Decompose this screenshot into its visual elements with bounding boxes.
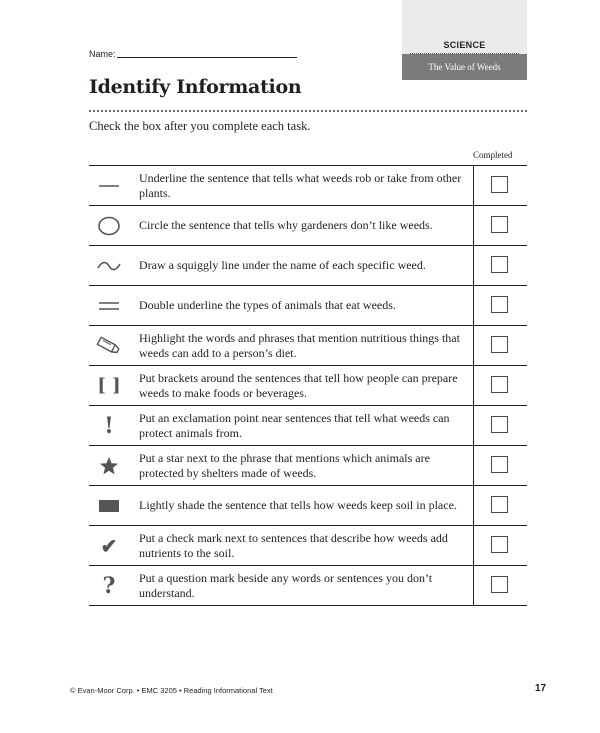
highlighter-icon [89,326,129,365]
task-checkbox[interactable] [491,416,508,433]
task-row [89,246,527,286]
task-row [89,486,527,526]
task-text: Put brackets around the sentences that tell how people can prepare weeds to make foods or beverages. [139,370,458,400]
task-row [89,566,527,606]
task-row [89,406,527,446]
task-checkbox[interactable] [491,576,508,593]
title-divider [89,110,527,112]
task-checkbox[interactable] [491,456,508,473]
task-checkbox[interactable] [491,496,508,513]
task-checkbox[interactable] [491,176,508,193]
page-title: Identify Information [89,76,302,98]
task-text: Put an exclamation point near sentences that tell what weeds can protect animals from. [139,410,450,440]
task-text: Highlight the words and phrases that mention nutritious things that weeds can add to a person’s diet. [139,330,460,360]
shade-box-icon [89,486,129,525]
circle-icon [89,206,129,245]
task-text: Put a star next to the phrase that mentions which animals are protected by shelters made of weeds. [139,450,430,480]
column-divider [473,366,474,405]
task-text: Double underline the types of animals that eat weeds. [139,298,396,312]
name-field[interactable] [117,57,297,58]
task-row [89,326,527,366]
task-text: Underline the sentence that tells what weeds rob or take from other plants. [139,170,462,200]
page-number: 17 [535,683,547,694]
exclamation-symbol: ! [104,412,114,439]
check-mark-symbol: ✔ [100,533,118,558]
underline-icon [89,166,129,205]
subject-tab [402,0,527,80]
task-text: Put a question mark beside any words or sentences you don’t understand. [139,570,433,600]
column-divider [473,326,474,365]
task-checkbox[interactable] [491,256,508,273]
subject-divider [410,53,519,54]
column-divider [473,406,474,445]
task-text: Circle the sentence that tells why gardeners don’t like weeds. [139,218,433,232]
column-divider [473,286,474,325]
task-checkbox[interactable] [491,296,508,313]
task-row [89,206,527,246]
column-divider [473,206,474,245]
column-divider [473,566,474,605]
squiggly-line-icon [89,246,129,285]
task-row [89,366,527,406]
brackets-symbol: [ ] [97,375,121,396]
question-mark-symbol: ? [102,572,116,599]
completed-column-header: Completed [473,150,513,160]
footer-copyright: © Evan-Moor Corp. • EMC 3205 • Reading Informational Text [70,686,273,695]
column-divider [473,526,474,565]
check-mark-icon [89,526,129,565]
task-checkbox[interactable] [491,336,508,353]
task-row [89,166,527,206]
task-checkbox[interactable] [491,216,508,233]
subject-label: SCIENCE [443,40,486,50]
task-table [89,165,527,606]
question-mark-icon [89,566,129,605]
task-row [89,286,527,326]
name-label: Name: [89,49,116,59]
unit-title: The Value of Weeds [428,62,501,72]
column-divider [473,166,474,205]
task-checkbox[interactable] [491,536,508,553]
exclamation-point-icon [89,406,129,445]
column-divider [473,246,474,285]
task-row [89,526,527,566]
task-text: Lightly shade the sentence that tells how weeds keep soil in place. [139,498,457,512]
double-underline-icon [89,286,129,325]
task-text: Put a check mark next to sentences that describe how weeds add nutrients to the soil. [139,530,448,560]
task-text: Draw a squiggly line under the name of each specific weed. [139,258,426,272]
star-icon [89,446,129,485]
instructions: Check the box after you complete each task. [89,119,311,133]
task-checkbox[interactable] [491,376,508,393]
column-divider [473,446,474,485]
brackets-icon [89,366,129,405]
task-row [89,446,527,486]
column-divider [473,486,474,525]
